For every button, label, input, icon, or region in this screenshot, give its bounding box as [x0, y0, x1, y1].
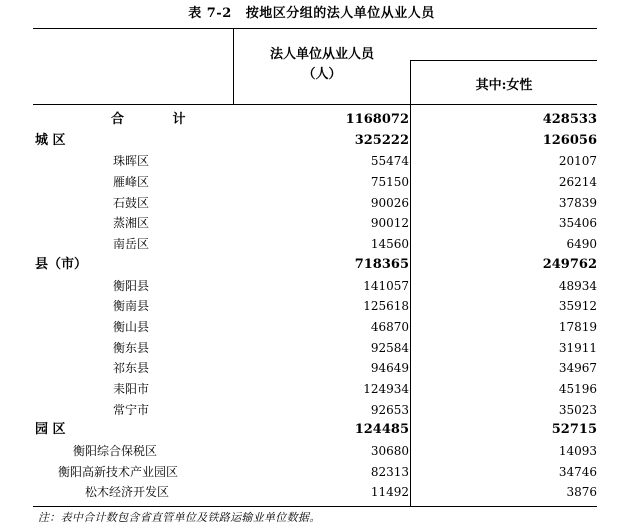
- row-female: 34746: [558, 464, 597, 479]
- table-title-text: 按地区分组的法人单位从业人员: [245, 6, 435, 21]
- row-employees: 92584: [370, 340, 409, 355]
- table-footnote: 注：表中合计数包含省直管单位及铁路运输业单位数据。: [38, 511, 321, 524]
- row-label: 耒阳市: [113, 381, 150, 396]
- row-label: 珠晖区: [113, 154, 150, 169]
- table-row: [33, 234, 597, 255]
- row-female: 48934: [558, 278, 597, 293]
- table-row: [33, 379, 597, 400]
- row-female: 35406: [558, 216, 597, 231]
- row-employees: 30680: [370, 444, 409, 458]
- header-col1-unit: （人）: [302, 67, 342, 82]
- table-row: [33, 151, 597, 172]
- top-rule: [33, 28, 597, 29]
- row-employees: 718365: [354, 256, 409, 272]
- table-row: [33, 255, 597, 276]
- row-female: 249762: [542, 256, 597, 272]
- table-row: [33, 131, 597, 152]
- table-row: [33, 338, 597, 359]
- header-subrule: [410, 60, 597, 61]
- row-label: 园 区: [35, 422, 66, 438]
- row-employees: 11492: [370, 485, 409, 500]
- table-row: [33, 193, 597, 214]
- row-label: 松木经济开发区: [85, 485, 170, 500]
- table-number: 表 7-2: [188, 6, 232, 21]
- row-employees: 125618: [363, 299, 409, 314]
- row-label: 衡山县: [113, 319, 150, 334]
- row-label: 衡南县: [113, 299, 150, 314]
- row-female: 35912: [558, 299, 597, 314]
- row-female: 35023: [558, 402, 597, 417]
- table-row: [33, 276, 597, 297]
- row-label: 合 计: [111, 112, 208, 127]
- row-label: 衡阳高新技术产业园区: [58, 464, 179, 479]
- table-row: [33, 213, 597, 234]
- row-label: 衡阳县: [113, 278, 150, 293]
- header-col2-label: 其中:女性: [475, 78, 533, 93]
- row-label: 蒸湘区: [113, 216, 150, 231]
- row-label: 祁东县: [113, 361, 150, 376]
- row-employees: 82313: [370, 464, 409, 479]
- row-label: 衡阳综合保税区: [73, 444, 158, 458]
- row-employees: 46870: [370, 319, 409, 334]
- table-row: [33, 317, 597, 338]
- row-female: 31911: [558, 340, 597, 355]
- row-label: 雁峰区: [113, 175, 150, 190]
- table-row: [33, 400, 597, 421]
- table-row: [33, 110, 597, 131]
- table-row: [33, 420, 597, 441]
- row-employees: 14560: [370, 237, 409, 252]
- table-row: [33, 358, 597, 379]
- row-employees: 141057: [363, 278, 409, 293]
- row-label: 城 区: [35, 132, 66, 148]
- row-female: 6490: [566, 237, 597, 252]
- row-employees: 124485: [354, 422, 409, 438]
- row-female: 126056: [542, 132, 597, 148]
- header-col1: [234, 45, 410, 85]
- table-title: [0, 2, 623, 21]
- row-female: 14093: [558, 444, 597, 458]
- table-row: [33, 462, 597, 483]
- row-female: 52715: [551, 422, 597, 438]
- header-bottom-rule: [33, 104, 597, 105]
- row-female: 37839: [558, 195, 597, 210]
- row-female: 26214: [558, 175, 597, 190]
- row-female: 20107: [558, 154, 597, 169]
- table-row: [33, 441, 597, 462]
- header-col1-label: 法人单位从业人员: [269, 47, 374, 62]
- row-employees: 90026: [370, 195, 409, 210]
- row-employees: 1168072: [345, 112, 409, 127]
- row-employees: 94649: [370, 361, 409, 376]
- row-label: 石鼓区: [113, 195, 150, 210]
- row-employees: 75150: [370, 175, 409, 190]
- table-body: [33, 110, 597, 503]
- bottom-rule: [33, 506, 597, 507]
- row-label: 衡东县: [113, 340, 150, 355]
- row-employees: 90012: [370, 216, 409, 231]
- row-female: 17819: [558, 319, 597, 334]
- row-female: 428533: [542, 112, 597, 127]
- table-row: [33, 296, 597, 317]
- header-col2: [411, 74, 597, 93]
- table-row: [33, 482, 597, 503]
- table-row: [33, 172, 597, 193]
- row-female: 3876: [566, 485, 597, 500]
- row-employees: 124934: [363, 381, 409, 396]
- row-female: 34967: [558, 361, 597, 376]
- row-female: 45196: [558, 381, 597, 396]
- row-label: 常宁市: [113, 402, 150, 417]
- row-employees: 92653: [370, 402, 409, 417]
- row-employees: 325222: [354, 132, 409, 148]
- row-label: 南岳区: [113, 237, 150, 252]
- row-employees: 55474: [370, 154, 409, 169]
- row-label: 县（市）: [35, 256, 88, 272]
